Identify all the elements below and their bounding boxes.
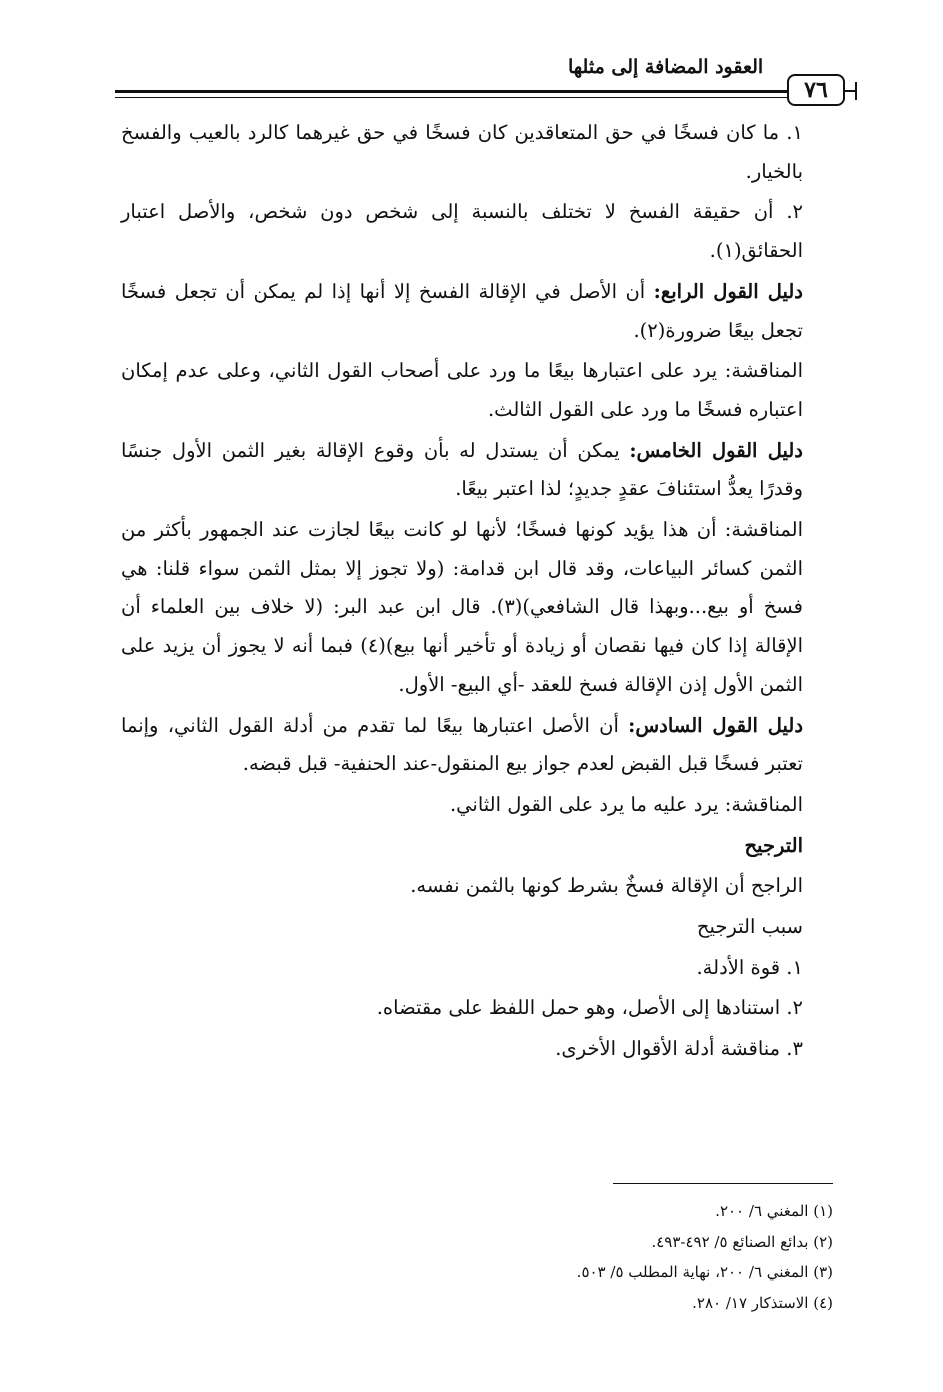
sabab-heading: سبب الترجيح (696, 915, 803, 939)
footnote-item: (١) المغني ٦/ ٢٠٠. (715, 1202, 833, 1220)
footnote-item: (٤) الاستذكار ١٧/ ٢٨٠. (692, 1293, 833, 1312)
header-ornament-vertical (855, 82, 857, 100)
tarjih-text: الراجح أن الإقالة فسخٌ بشرط كونها بالثمن نفسه. (410, 874, 803, 898)
footnote-separator (613, 1183, 833, 1184)
footnote-item: (٣) المغني ٦/ ٢٠٠، نهاية المطلب ٥/ ٥٠٣. (576, 1263, 833, 1281)
paragraph-3 (121, 273, 833, 350)
tarjih-heading: الترجيح (744, 833, 803, 857)
reason-item: ٣. مناقشة أدلة الأقوال الأخرى. (555, 1037, 803, 1061)
evidence-4-text: أن الأصل في الإقالة الفسخ إلا أنها إذا لم يمكن أن تجعل فسخًا تجعل بيعًا ضرورة(٢). (121, 279, 803, 342)
paragraph-4: المناقشة: يرد على اعتبارها بيعًا ما ورد على أصحاب القول الثاني، وعلى عدم إمكان اعتباره فسخًا ما ورد على القول الثالث. (121, 359, 803, 421)
paragraph-7 (121, 707, 833, 784)
header-rule-thick (115, 90, 787, 93)
footnotes (333, 1196, 833, 1318)
paragraph-8: المناقشة: يرد عليه ما يرد على القول الثاني. (449, 792, 803, 816)
evidence-6-label: دليل القول السادس: (628, 713, 803, 737)
evidence-5-text: يمكن أن يستدل له بأن وقوع الإقالة بغير الثمن الأول جنسًا وقدرًا يعدُّ استئنافَ عقدٍ جديدٍ؛ لذا اعتبر بيعًا. (121, 438, 803, 501)
evidence-4-label: دليل القول الرابع: (653, 279, 803, 303)
evidence-6-text: أن الأصل اعتبارها بيعًا لما تقدم من أدلة القول الثاني، وإنما تعتبر فسخًا قبل القبض لعدم جواز بيع المنقول-عند الحنفية- قبل قبضه. (121, 713, 803, 776)
paragraph-5 (121, 432, 833, 509)
body-text (121, 114, 833, 1071)
reason-item: ١. قوة الأدلة. (696, 955, 803, 979)
page-number: ٧٦ (787, 74, 845, 106)
paragraph-1: ١. ما كان فسخًا في حق المتعاقدين كان فسخًا في حق غيرهما كالرد بالعيب والفسخ بالخيار. (121, 121, 803, 183)
evidence-5-label: دليل القول الخامس: (629, 438, 803, 462)
paragraph-2: ٢. أن حقيقة الفسخ لا تختلف بالنسبة إلى شخص دون شخص، والأصل اعتبار الحقائق(١). (121, 200, 803, 263)
paragraph-6: المناقشة: أن هذا يؤيد كونها فسخًا؛ لأنها لو كانت بيعًا لجازت عند الجمهور بأكثر من الثمن كسائر البياعات، وقد قال ابن قدامة: (ولا تجوز إلا بمثل الثمن سواء قلنا: هي فسخ أو بيع...وبهذا قال الشافعي)(٣). قال ابن عبد البر: (لا خلاف بين العلماء أن الإقالة إذا كان فيها نقصان أو زيادة أو تأخير أنها بيع)(٤) فبما أنه لا يجوز أن يزيد على الثمن الأول إذن الإقالة فسخ للعقد -أي البيع- الأول. (121, 518, 803, 696)
header-rule-thin (115, 97, 787, 98)
running-title: العقود المضافة إلى مثلها (568, 56, 764, 78)
reason-item: ٢. استنادها إلى الأصل، وهو حمل اللفظ على مقتضاه. (376, 996, 803, 1020)
footnote-item: (٢) بدائع الصنائع ٥/ ٤٩٢-٤٩٣. (651, 1232, 833, 1251)
